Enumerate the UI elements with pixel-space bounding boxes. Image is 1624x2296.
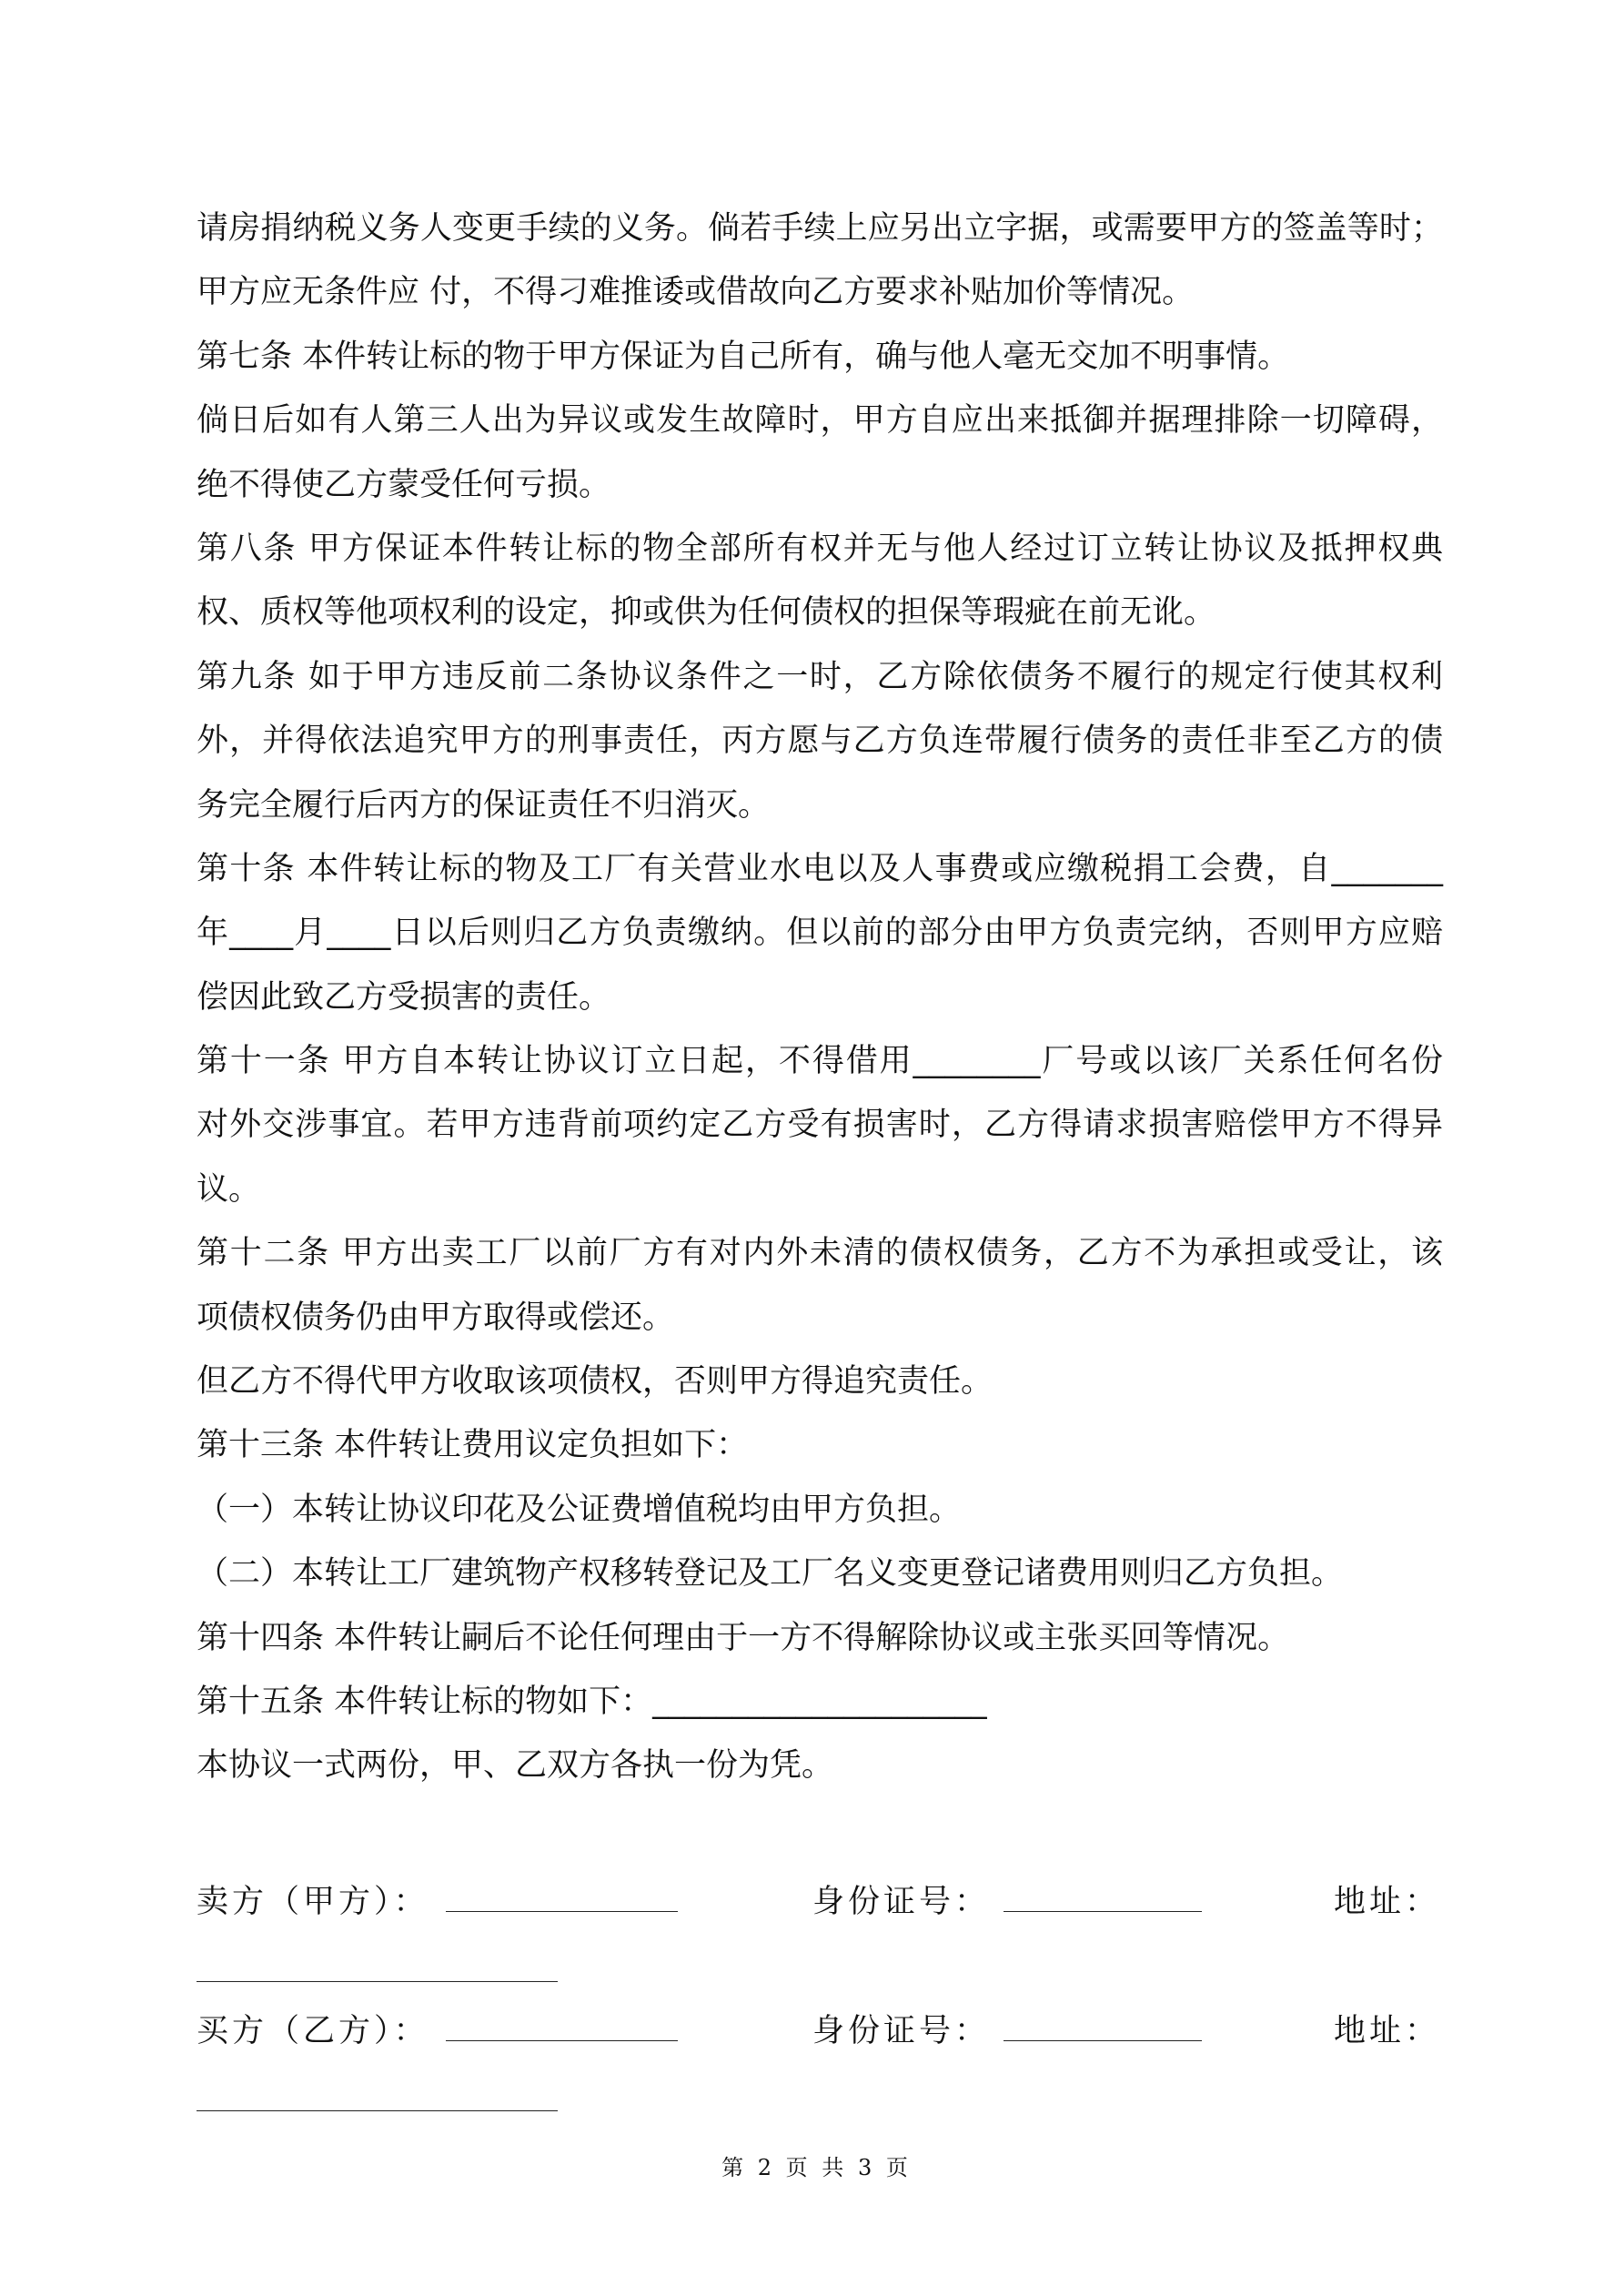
text-line: 第十五条 本件转让标的物如下：_____________________ [197,1683,987,1720]
text-line: 偿因此致乙方受损害的责任。 [197,978,611,1016]
text-line: 第七条 本件转让标的物于甲方保证为自己所有，确与他人毫无交加不明事情。 [197,338,1290,375]
seller-id-blank[interactable] [1004,1911,1202,1912]
text-line: 本协议一式两份，甲、乙双方各执一份为凭。 [197,1747,834,1785]
buyer-label: 买方（乙方）： [197,2013,429,2049]
text-line: 请房捐纳税义务人变更手续的义务。倘若手续上应另出立字据，或需要甲方的签盖等时； [197,210,1443,247]
text-line: 议。 [197,1170,261,1208]
text-line: （二）本转让工厂建筑物产权移转登记及工厂名义变更登记诸费用则归乙方负担。 [197,1555,1344,1593]
text-line: 但乙方不得代甲方收取该项债权，否则甲方得追究责任。 [197,1363,994,1401]
text-line: 第十三条 本件转让费用议定负担如下： [197,1427,749,1464]
buyer-address-blank[interactable] [197,2110,558,2111]
buyer-id-label: 身份证号： [812,2013,991,2049]
text-line: 权、质权等他项权利的设定，抑或供为任何债权的担保等瑕疵在前无讹。 [197,594,1216,632]
text-line: 对外交涉事宜。若甲方违背前项约定乙方受有损害时，乙方得请求损害赔偿甲方不得异 [197,1107,1443,1144]
text-line: 第八条 甲方保证本件转让标的物全部所有权并无与他人经过订立转让协议及抵押权典 [197,530,1443,567]
seller-name-blank[interactable] [446,1911,678,1912]
text-line: 倘日后如有人第三人出为异议或发生故障时，甲方自应出来抵御并据理排除一切障碍， [197,402,1443,440]
seller-label: 卖方（甲方）： [197,1884,429,1920]
text-line: 务完全履行后丙方的保证责任不归消灭。 [197,786,771,824]
seller-address-label: 地址： [1334,1884,1441,1920]
buyer-address-label: 地址： [1334,2013,1441,2049]
buyer-name-blank[interactable] [446,2040,678,2041]
page-number-footer: 第 2 页 共 3 页 [721,2155,912,2180]
text-line: 第十一条 甲方自本转让协议订立日起，不得借用________厂号或以该厂关系任何名份 [197,1043,1443,1080]
text-line: 年____月____日以后则归乙方负责缴纳。但以前的部分由甲方负责完纳，否则甲方应赔 [197,915,1443,952]
seller-address-blank[interactable] [197,1981,558,1982]
text-line: 第十四条 本件转让嗣后不论任何理由于一方不得解除协议或主张买回等情况。 [197,1619,1290,1656]
buyer-id-blank[interactable] [1004,2040,1202,2041]
text-line: 第十条 本件转让标的物及工厂有关营业水电以及人事费或应缴税捐工会费，自_______ [197,850,1443,887]
document-body [197,197,1443,1798]
text-line: 第十二条 甲方出卖工厂以前厂方有对内外未清的债权债务，乙方不为承担或受让，该 [197,1235,1443,1272]
text-line: （一）本转让协议印花及公证费增值税均由甲方负担。 [197,1491,962,1528]
seller-id-label: 身份证号： [812,1884,991,1920]
text-line: 绝不得使乙方蒙受任何亏损。 [197,466,611,503]
text-line: 外，并得依法追究甲方的刑事责任，丙方愿与乙方负连带履行债务的责任非至乙方的债 [197,723,1443,760]
text-line: 甲方应无条件应 付，不得刁难推诿或借故向乙方要求补贴加价等情况。 [197,274,1195,311]
text-line: 第九条 如于甲方违反前二条协议条件之一时，乙方除依债务不履行的规定行使其权利 [197,658,1443,695]
text-line: 项债权债务仍由甲方取得或偿还。 [197,1299,675,1336]
